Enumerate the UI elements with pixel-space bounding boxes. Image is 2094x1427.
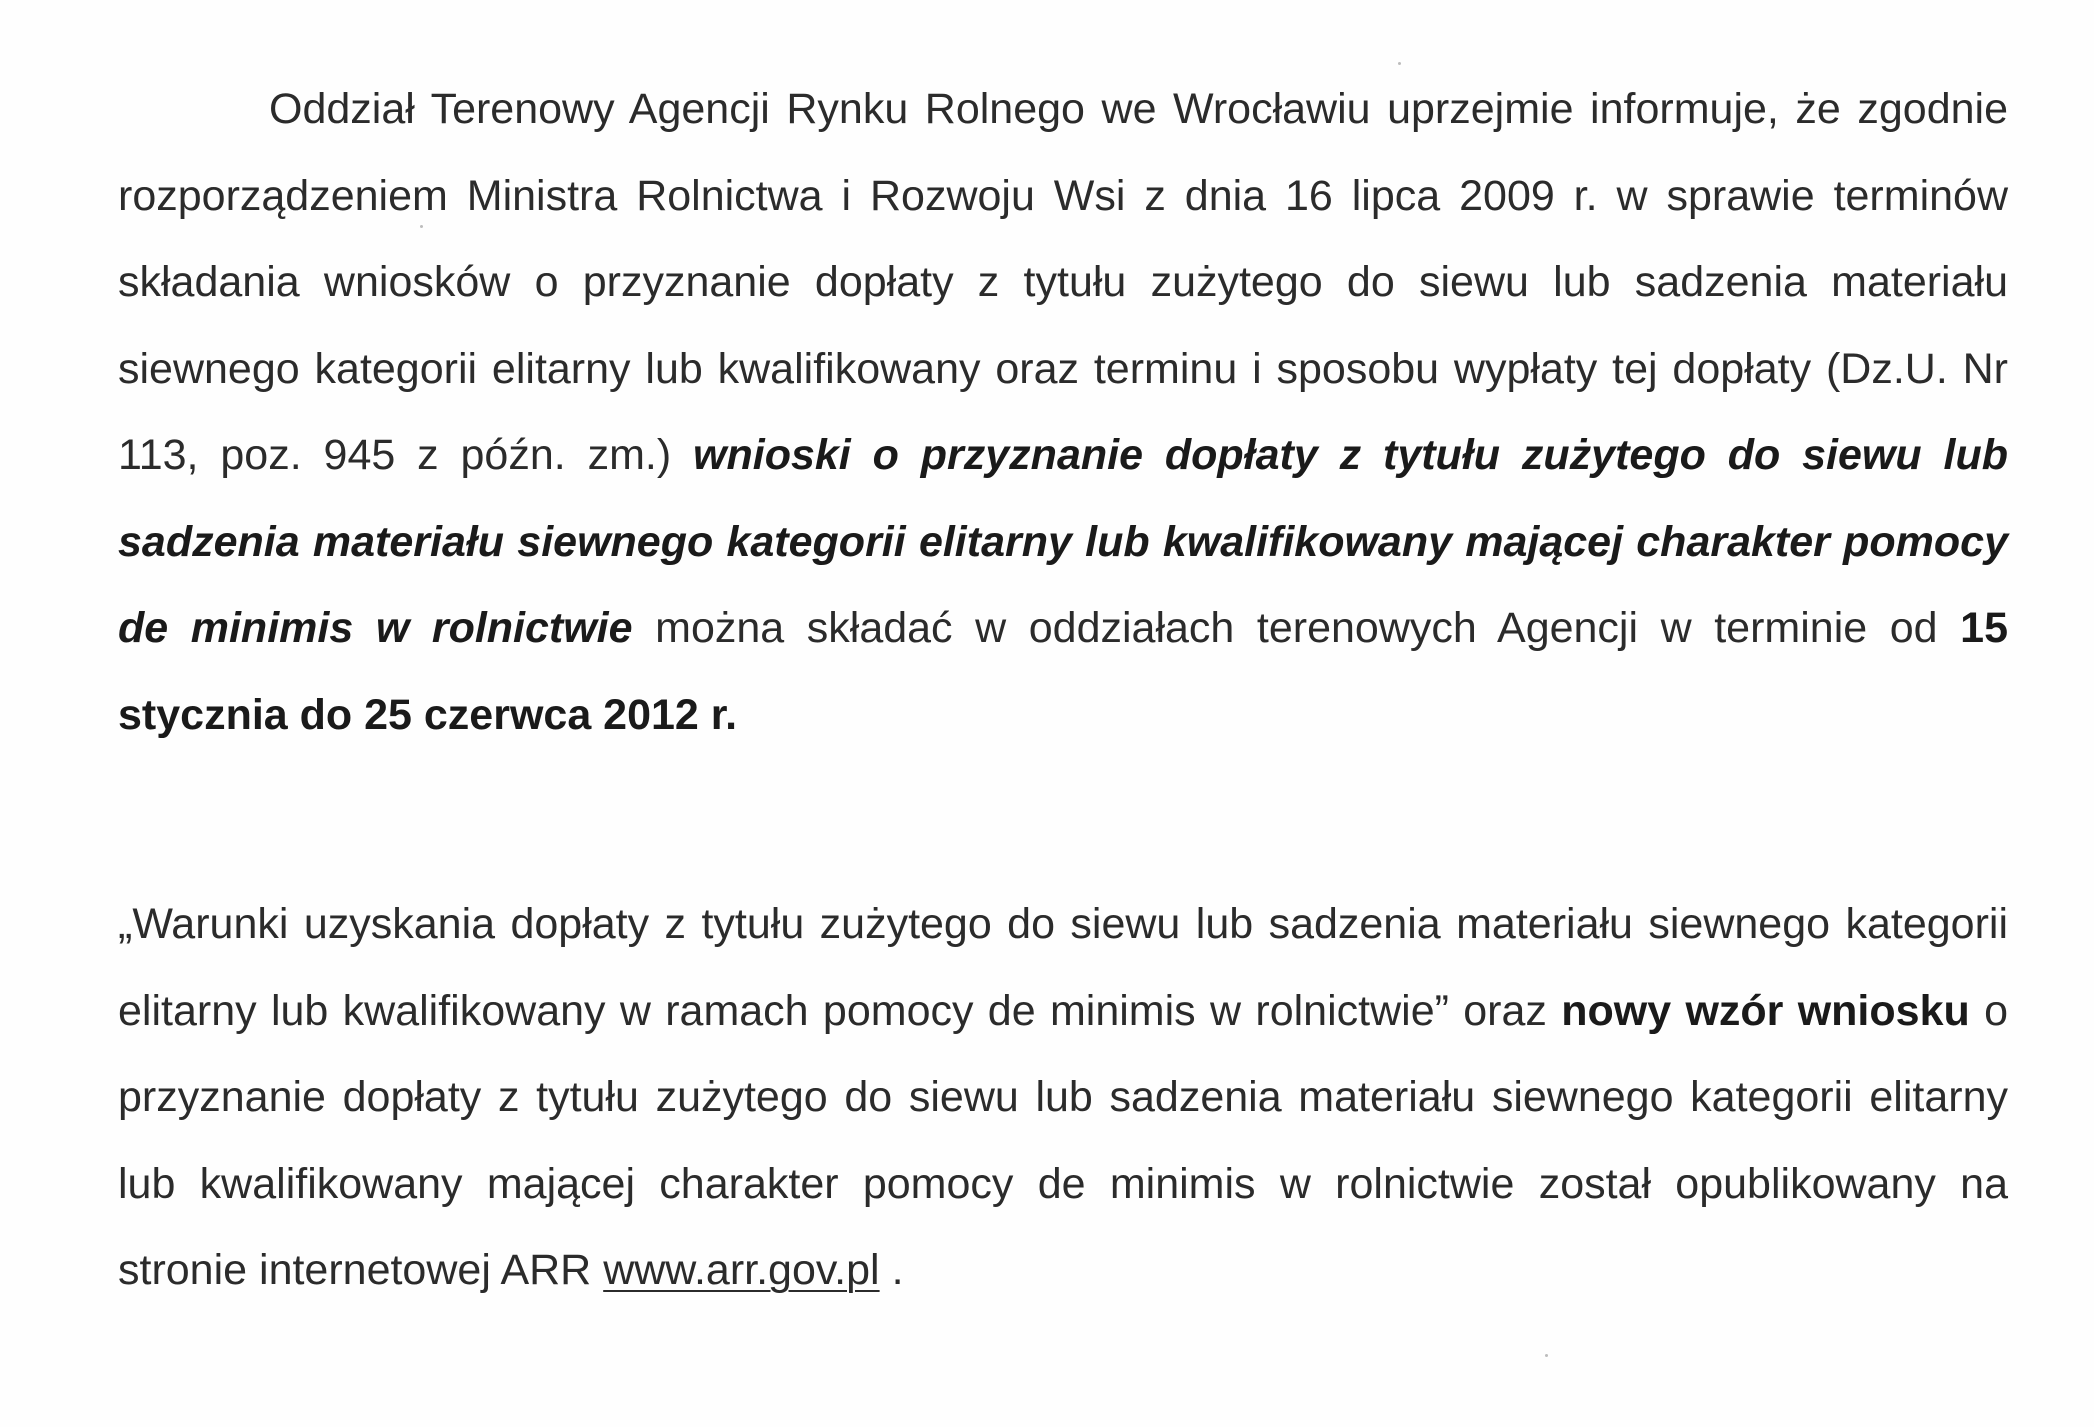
paragraph-1-emphasis: wnioski o przyznanie dopłaty z tytułu zużytego do siewu lub sadzenia materiału siewnego kategorii elitarny lub kwalifikowany mającej charakter pomocy de minimis w rolnictwie <box>118 431 2008 652</box>
scan-speck <box>1545 1354 1548 1357</box>
paragraph-1-middle: można składać w oddziałach terenowych Agencji w terminie od <box>655 604 1938 652</box>
new-form-label: nowy wzór wniosku <box>1561 986 1970 1035</box>
notice-paragraph-2 <box>118 881 2008 1314</box>
submission-deadline: 15 stycznia do 25 czerwca 2012 r. <box>118 604 2008 739</box>
scan-speck <box>1398 62 1401 65</box>
paragraph-2-rest: o przyznanie dopłaty z tytułu zużytego do siewu lub sadzenia materiału siewnego kategorii elitarny lub kwalifikowany mającej charakter pomocy de minimis w rolnictwie został opublikowany na stronie internetowej ARR <box>118 986 2008 1294</box>
paragraph-1-intro: Oddział Terenowy Agencji Rynku Rolnego we Wrocławiu uprzejmie informuje, że zgodnie rozporządzeniem Ministra Rolnictwa i Rozwoju Wsi z dnia 16 lipca 2009 r. w sprawie terminów składania wniosków o przyznanie dopłaty z tytułu zużytego do siewu lub sadzenia materiału siewnego kategorii elitarny lub kwalifikowany oraz terminu i sposobu wypłaty tej dopłaty (Dz.U. Nr 113, poz. 945 z późn. zm.) <box>118 85 2008 479</box>
arr-website-link[interactable]: www.arr.gov.pl <box>603 1246 880 1294</box>
notice-paragraph-1 <box>118 66 2008 758</box>
paragraph-2-intro: „Warunki uzyskania dopłaty z tytułu zużytego do siewu lub sadzenia materiału siewnego kategorii elitarny lub kwalifikowany w ramach pomocy de minimis w rolnictwie” oraz <box>118 900 2008 1035</box>
paragraph-2-end: . <box>891 1246 904 1294</box>
